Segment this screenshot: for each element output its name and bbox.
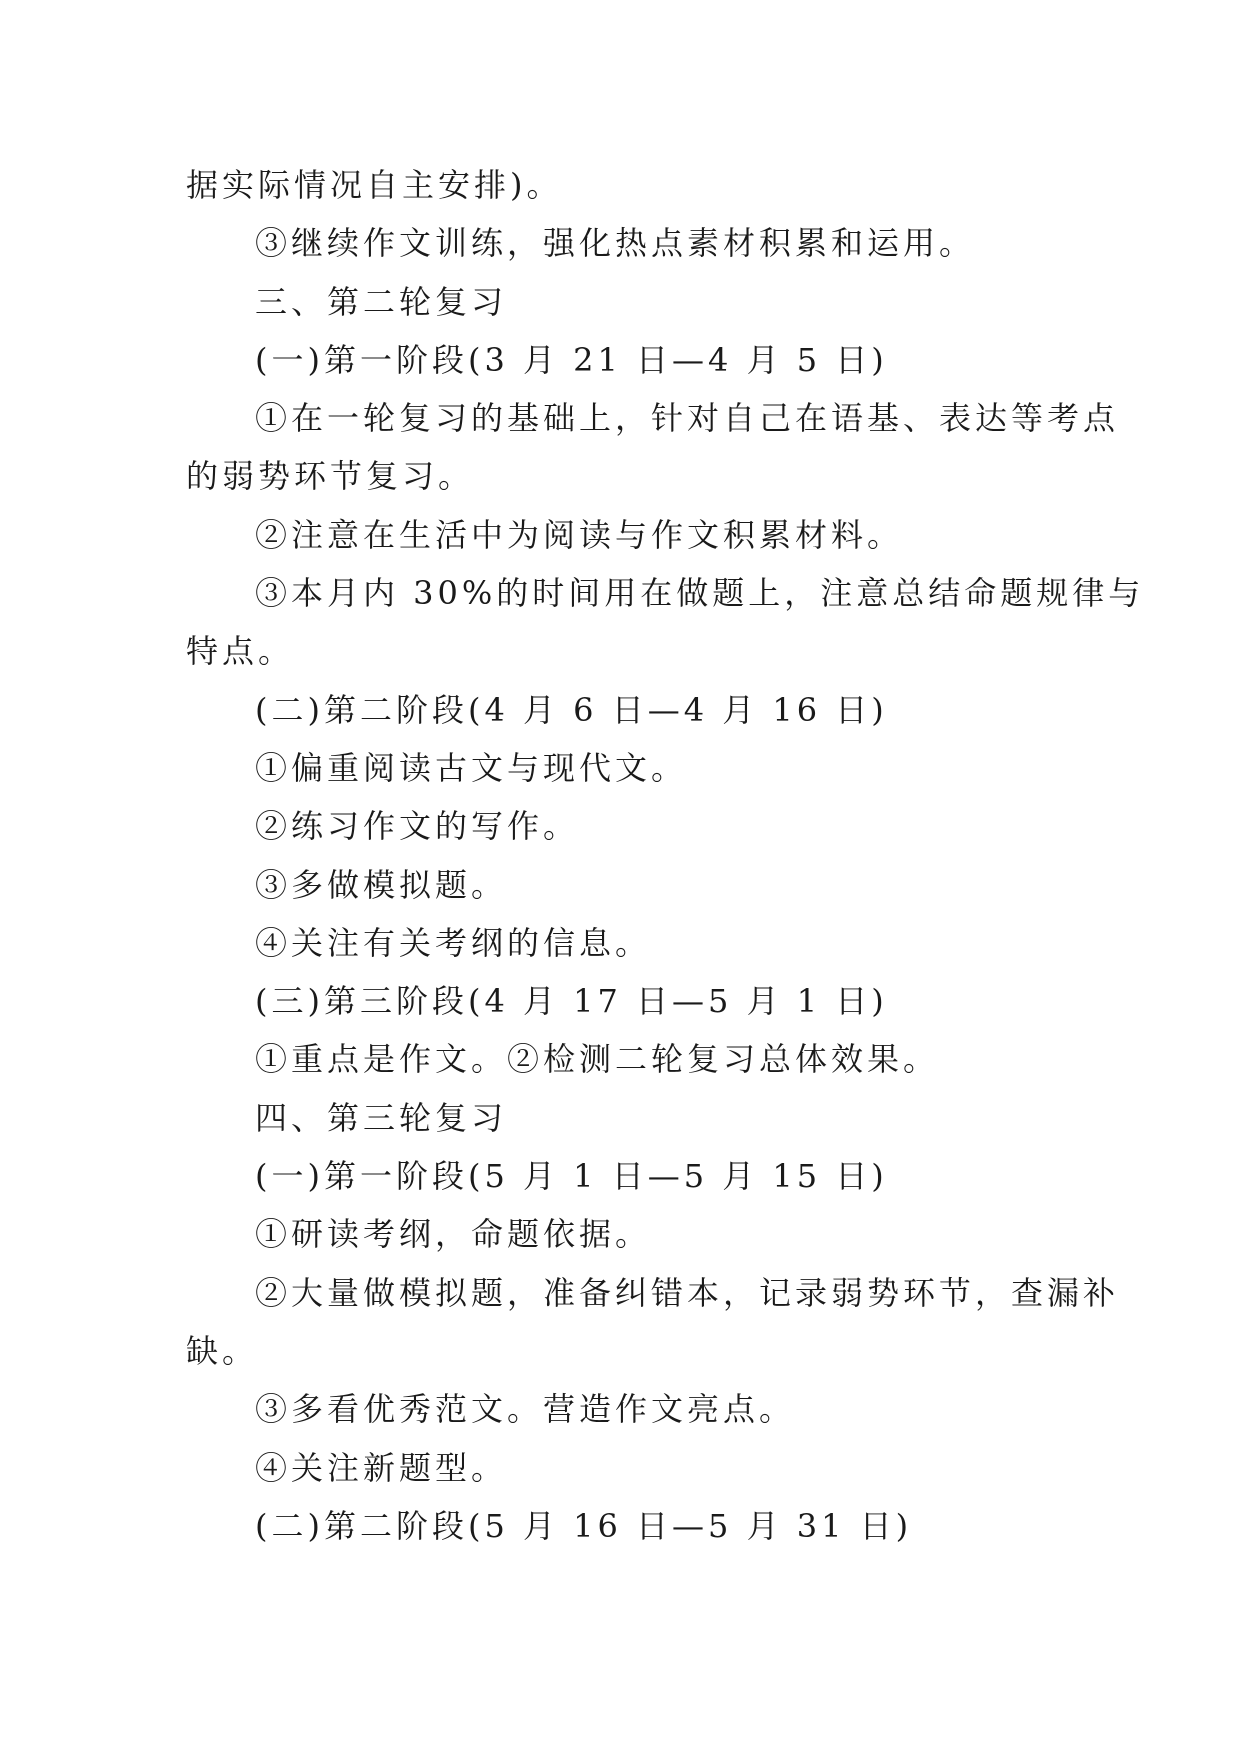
document-body — [186, 156, 1145, 1555]
list-item: ③多做模拟题。 — [255, 865, 508, 904]
list-item: ②练习作文的写作。 — [255, 807, 580, 846]
list-item-continuation: 特点。 — [186, 632, 295, 671]
list-item: ③本月内 30%的时间用在做题上，注意总结命题规律与 — [255, 574, 1145, 613]
subsection-heading: (二)第二阶段(4 月 6 日—4 月 16 日) — [255, 690, 888, 729]
section-heading: 四、第三轮复习 — [255, 1098, 508, 1137]
list-item: ③继续作文训练，强化热点素材积累和运用。 — [255, 224, 976, 263]
subsection-heading: (一)第一阶段(5 月 1 日—5 月 15 日) — [255, 1157, 888, 1196]
list-item: ①研读考纲，命题依据。 — [255, 1215, 652, 1254]
list-item: ①重点是作文。②检测二轮复习总体效果。 — [255, 1040, 940, 1079]
list-item: ②大量做模拟题，准备纠错本，记录弱势环节，查漏补 — [255, 1273, 1120, 1312]
list-item: ④关注有关考纲的信息。 — [255, 923, 652, 962]
list-item: ②注意在生活中为阅读与作文积累材料。 — [255, 515, 904, 554]
list-item: ①偏重阅读古文与现代文。 — [255, 748, 688, 787]
list-item-continuation: 缺。 — [186, 1331, 259, 1370]
list-item: ③多看优秀范文。营造作文亮点。 — [255, 1390, 796, 1429]
list-item: ①在一轮复习的基础上，针对自己在语基、表达等考点 — [255, 399, 1120, 438]
subsection-heading: (一)第一阶段(3 月 21 日—4 月 5 日) — [255, 340, 888, 379]
list-item: ④关注新题型。 — [255, 1448, 508, 1487]
paragraph-continuation: 据实际情况自主安排)。 — [186, 166, 563, 204]
subsection-heading: (二)第二阶段(5 月 16 日—5 月 31 日) — [255, 1506, 913, 1545]
subsection-heading: (三)第三阶段(4 月 17 日—5 月 1 日) — [255, 982, 888, 1021]
list-item-continuation: 的弱势环节复习。 — [186, 457, 475, 496]
section-heading: 三、第二轮复习 — [255, 282, 508, 321]
